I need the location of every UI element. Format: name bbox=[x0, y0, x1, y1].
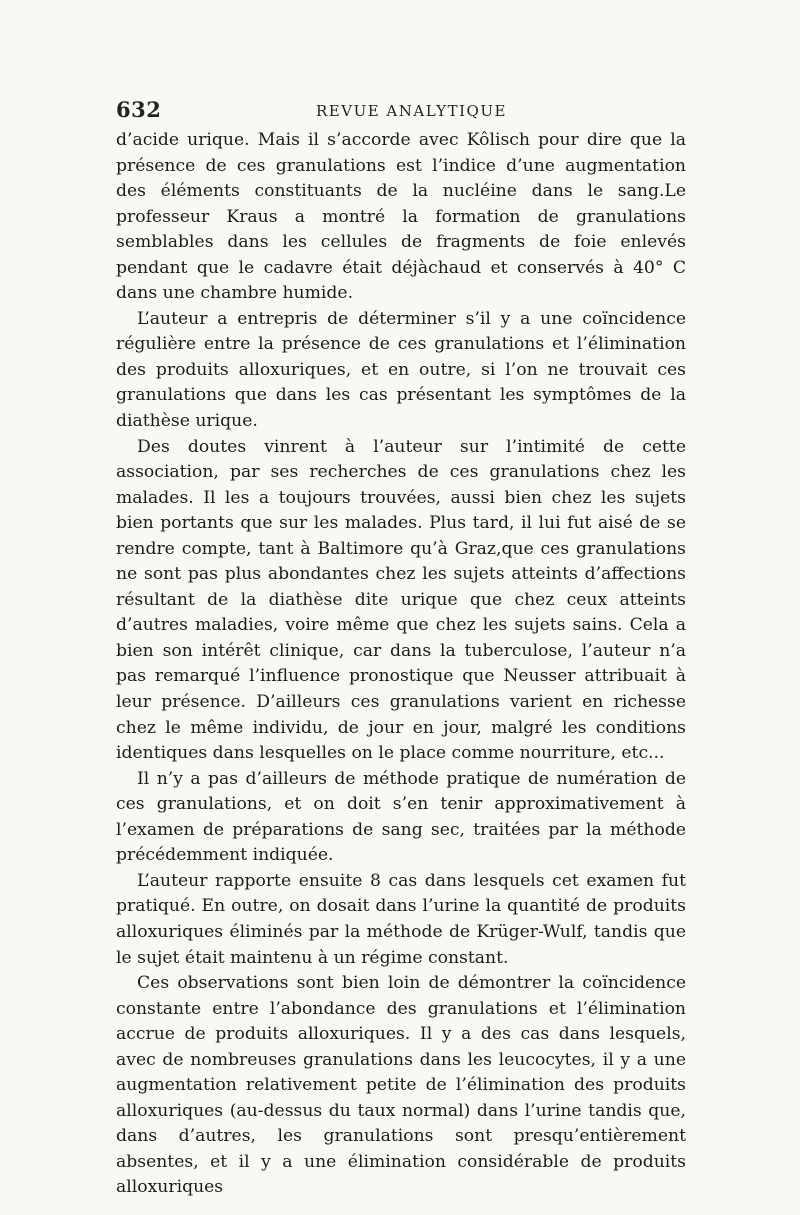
paragraph: L’auteur rapporte ensuite 8 cas dans lesquels cet examen fut pratiqué. En outre, on dosait dans l’urine la quantité de produits alloxuriques éliminés par la méthode de Krüger-Wulf, tandis que le sujet était maintenu à un régime constant. bbox=[116, 870, 686, 968]
paragraph-continued: d’acide urique. Mais il s’accorde avec Kôlisch pour dire que la présence de ces granulations est l’indice d’une augmentation des éléments constituants de la nucléine dans le sang.Le professeur Kraus a montré la formation de granulations semblables dans les cellules de fragments de foie enlevés pendant que le cadavre était déjàchaud et conservés à 40° C dans une chambre humide. bbox=[116, 130, 686, 304]
paragraph: L’auteur a entrepris de déterminer s’il y a une coïncidence régulière entre la présence de ces granulations et l’élimination des produits alloxuriques, et en outre, si l’on ne trouvait ces granulations que dans les cas présentant les symptômes de la diathèse urique. bbox=[116, 308, 686, 432]
paragraph: Des doutes vinrent à l’auteur sur l’intimité de cette association, par ses recherches de ces granulations chez les malades. Il les a toujours trouvées, aussi bien chez les sujets bien portants que sur les malades. Plus tard, il lui fut aisé de se rendre compte, tant à Baltimore qu’à Graz,que ces granulations ne sont pas plus abondantes chez les sujets atteints d’affections résultant de la diathèse dite urique que chez ceux atteints d’autres maladies, voire même que chez les sujets sains. Cela a bien son intérêt clinique, car dans la tuberculose, l’auteur n’a pas remarqué l’influence pronostique que Neusser attribuait à leur présence. D’ailleurs ces granulations varient en richesse chez le même individu, de jour en jour, malgré les conditions identiques dans lesquelles on le place comme nourriture, etc... bbox=[116, 436, 686, 764]
paragraph: Il n’y a pas d’ailleurs de méthode pratique de numération de ces granulations, et on doit s’en tenir approximativement à l’examen de préparations de sang sec, traitées par la méthode précédemment indiquée. bbox=[116, 768, 686, 866]
paragraph: Ces observations sont bien loin de démontrer la coïncidence constante entre l’abondance des granulations et l’élimination accrue de produits alloxuriques. Il y a des cas dans lesquels, avec de nombreuses granulations dans les leucocytes, il y a une augmentation relativement petite de l’élimination des produits alloxuriques (au-dessus du taux normal) dans l’urine tandis que, dans d’autres, les granulations sont presqu’entièrement absentes, et il y a une élimination considérable de produits alloxuriques bbox=[116, 973, 686, 1198]
body-text bbox=[116, 128, 686, 1201]
running-head: REVUE ANALYTIQUE bbox=[316, 102, 507, 120]
page-header bbox=[116, 97, 686, 125]
page-number: 632 bbox=[116, 97, 162, 122]
